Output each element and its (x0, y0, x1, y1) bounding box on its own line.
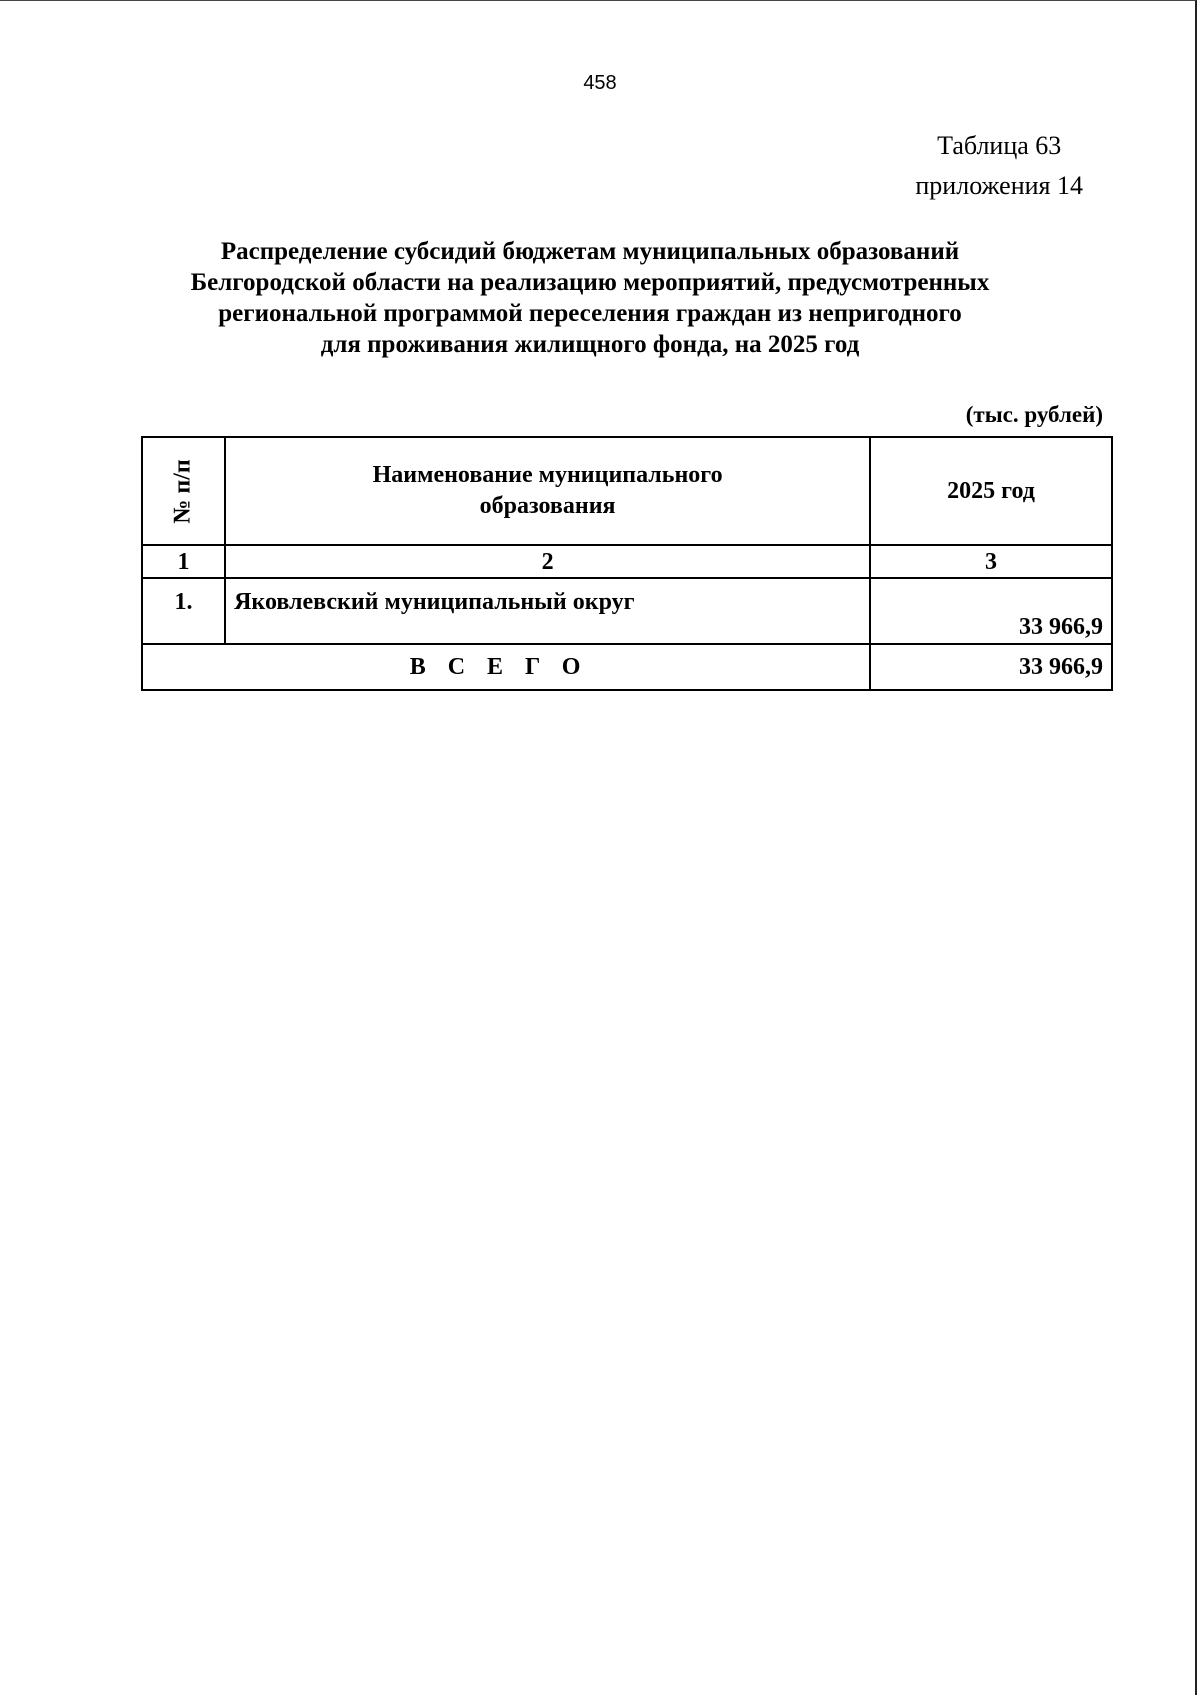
total-amount: 33 966,9 (870, 644, 1112, 690)
table-row (142, 578, 1112, 644)
total-label: ВСЕГО (142, 644, 870, 690)
header-name-line: Наименование муниципального (372, 462, 723, 488)
table-caption (915, 126, 1083, 206)
header-num-cell (142, 437, 225, 545)
caption-table-number: Таблица 63 (937, 131, 1062, 160)
table-header-row (142, 437, 1112, 545)
header-name-line: образования (479, 493, 616, 519)
row-number: 1. (142, 578, 225, 644)
column-index: 2 (225, 545, 870, 578)
municipality-name: Яковлевский муниципальный округ (225, 578, 870, 644)
subsidy-amount: 33 966,9 (870, 578, 1112, 644)
title-line: Белгородской области на реализацию мероприятий, предусмотренных (190, 269, 990, 296)
column-index: 1 (142, 545, 225, 578)
column-index-row (142, 545, 1112, 578)
title-line: Распределение субсидий бюджетам муниципальных образований (220, 238, 960, 265)
header-year-cell: 2025 год (870, 437, 1112, 545)
total-row (142, 644, 1112, 690)
document-title (130, 236, 1050, 360)
subsidy-table (141, 436, 1113, 691)
title-line: для проживания жилищного фонда, на 2025 год (320, 331, 860, 358)
page-number: 458 (583, 72, 617, 94)
caption-appendix: приложения 14 (915, 171, 1083, 200)
header-name-cell (225, 437, 870, 545)
units-label: (тыс. рублей) (965, 402, 1103, 427)
column-index: 3 (870, 545, 1112, 578)
title-line: региональной программой переселения граждан из непригодного (218, 300, 962, 327)
header-num: № п/п (170, 458, 197, 524)
